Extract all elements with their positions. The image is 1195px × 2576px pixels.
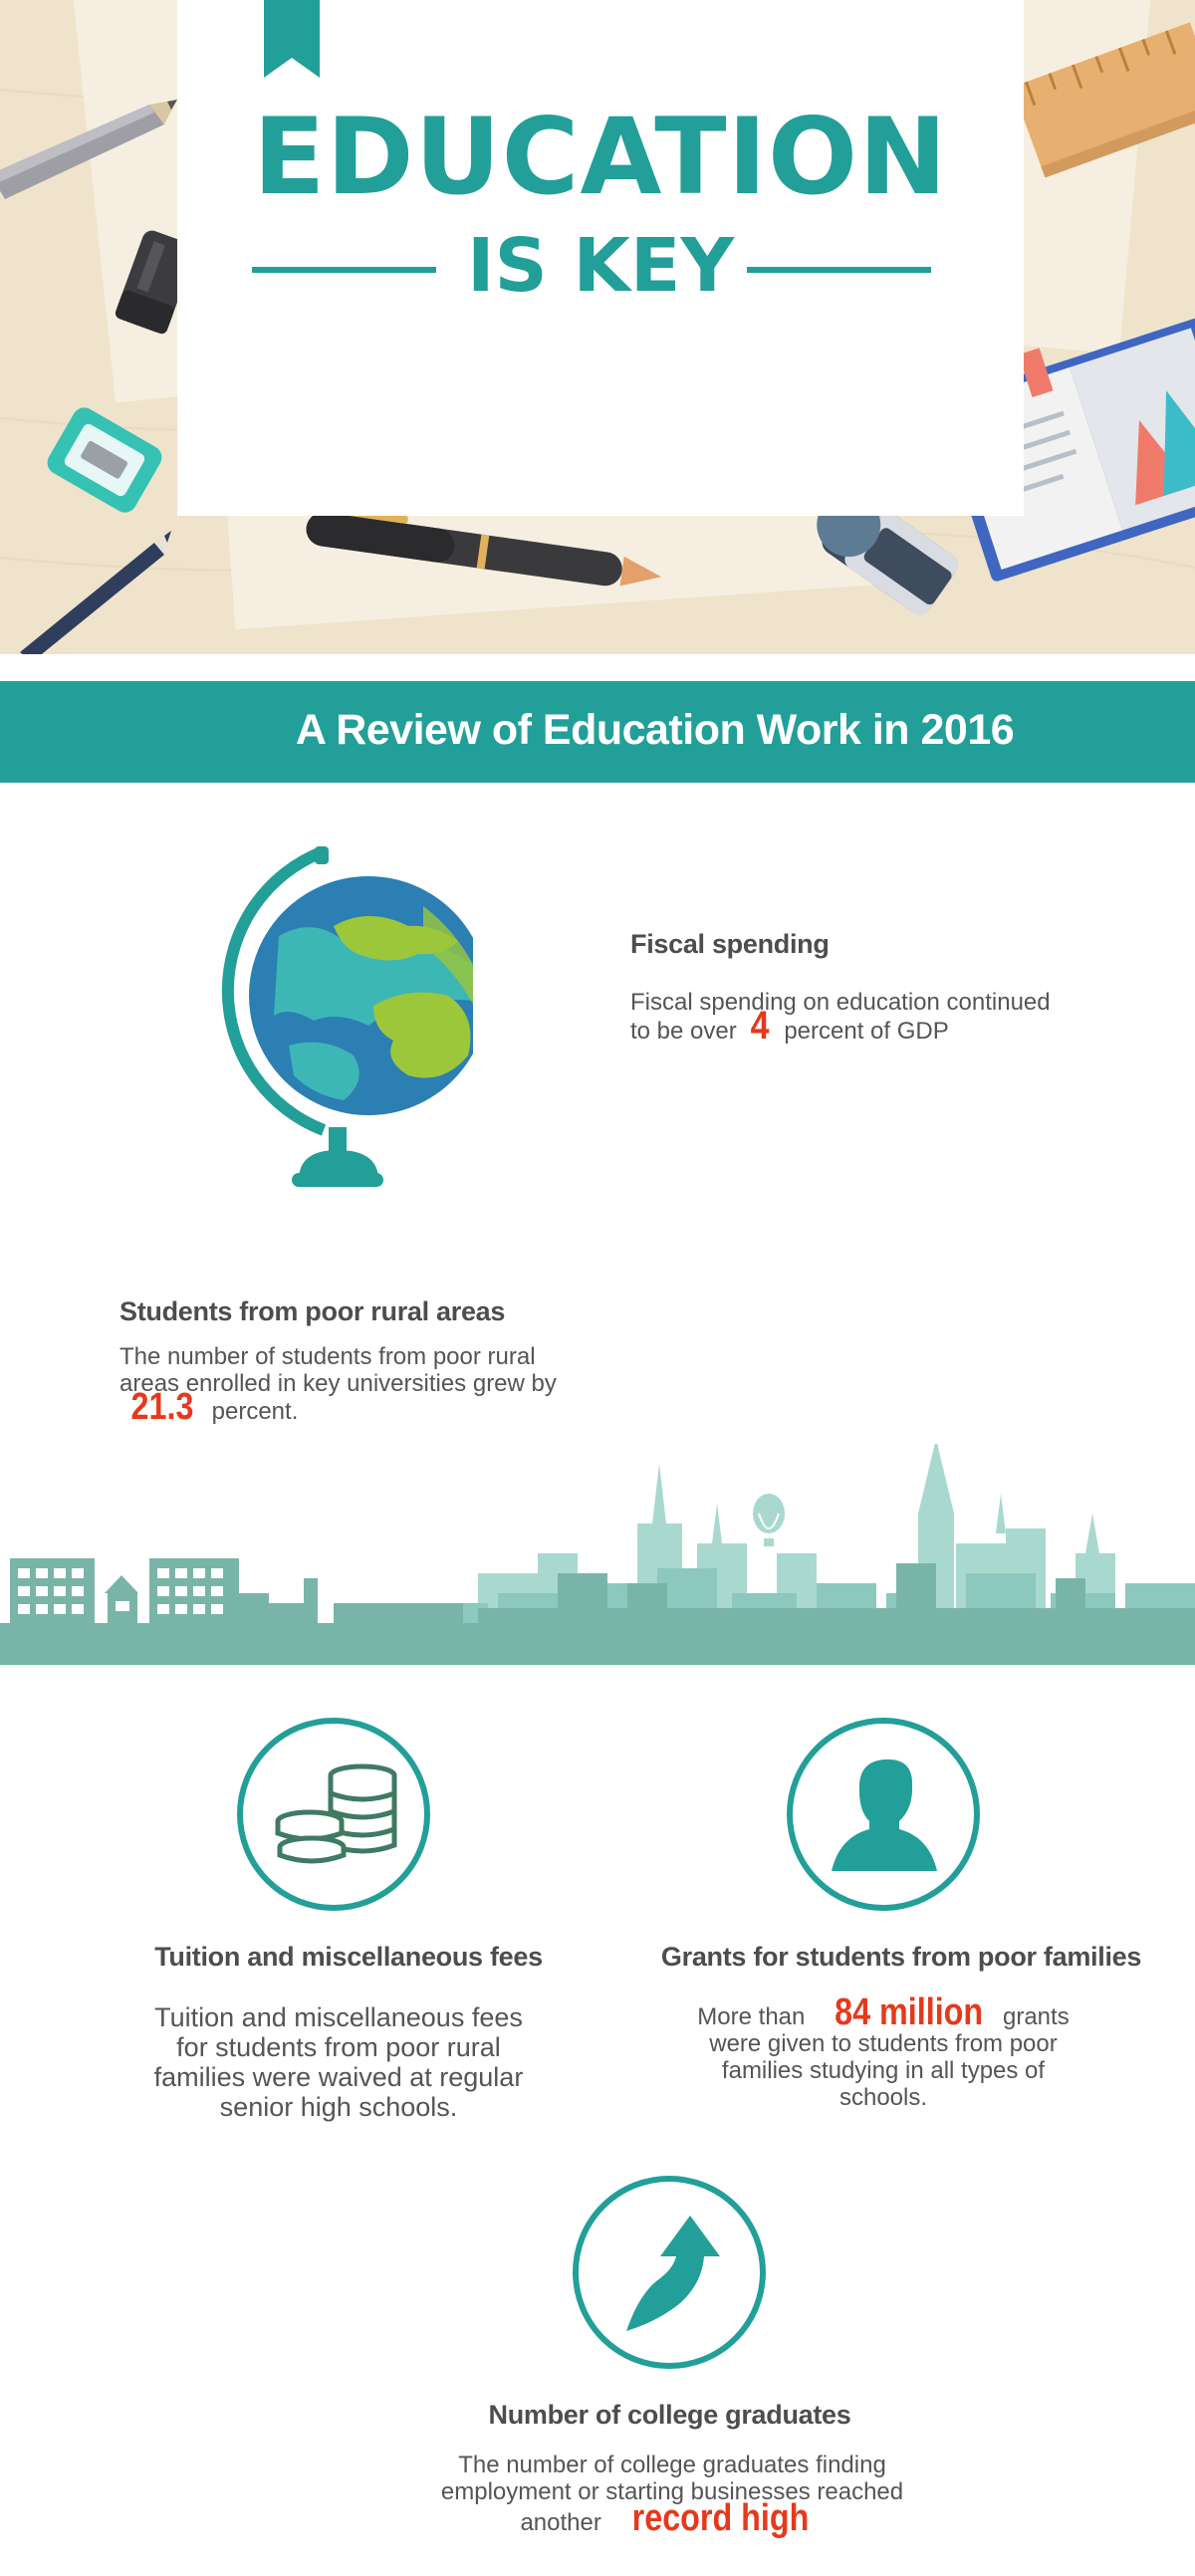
fiscal-text-after: percent of GDP [784, 1018, 949, 1045]
sharpener-icon [43, 403, 166, 517]
page-title: EDUCATION [253, 96, 948, 218]
bookmark-icon [264, 0, 320, 80]
fiscal-text-before: Fiscal spending on education continued to be over [630, 989, 1051, 1045]
rural-text [120, 1343, 588, 1428]
coins-icon-circle [237, 1718, 430, 1911]
page-subtitle: IS KEY [466, 223, 735, 309]
fiscal-highlight: 4 [751, 1004, 770, 1048]
rural-text-after: percent. [211, 1398, 299, 1425]
tuition-heading: Tuition and miscellaneous fees [154, 1942, 543, 1972]
grants-text [679, 1991, 1087, 2111]
skyline-illustration [0, 1444, 1195, 1665]
rural-heading: Students from poor rural areas [120, 1296, 506, 1326]
grants-text-after: grants were given to students from poor families studying in all types of schools. [709, 2003, 1070, 2111]
globe-icon [194, 846, 473, 1195]
grants-heading: Grants for students from poor families [660, 1942, 1142, 1972]
rural-highlight: 21.3 [130, 1386, 194, 1428]
arrow-up-icon [618, 2212, 728, 2341]
grants-text-before: More than [697, 2003, 806, 2030]
section-banner [0, 681, 1195, 783]
balloon-icon [753, 1494, 785, 1546]
graduates-heading: Number of college graduates [488, 2400, 851, 2430]
pen-icon [20, 531, 171, 654]
title-divider-right [747, 267, 931, 273]
coins-icon [268, 1763, 402, 1868]
rural-text-before: The number of students from poor rural areas enrolled in key universities grew by [120, 1343, 557, 1397]
arrow-icon-circle [573, 2176, 766, 2369]
fiscal-text [630, 989, 1069, 1048]
tuition-text: Tuition and miscellaneous fees for students from poor rural families were waived at regular senior high schools. [153, 2002, 524, 2122]
graduates-text-before: The number of college graduates finding employment or starting businesses reached another [440, 2452, 904, 2536]
person-icon [830, 1754, 939, 1873]
hero-section [0, 0, 1195, 654]
banner-title: A Review of Education Work in 2016 [295, 706, 1015, 754]
graduates-highlight: record high [631, 2497, 809, 2539]
graduates-text [403, 2452, 941, 2539]
person-icon-circle [787, 1718, 980, 1911]
grants-highlight: 84 million [835, 1991, 984, 2033]
fiscal-heading: Fiscal spending [630, 929, 830, 959]
